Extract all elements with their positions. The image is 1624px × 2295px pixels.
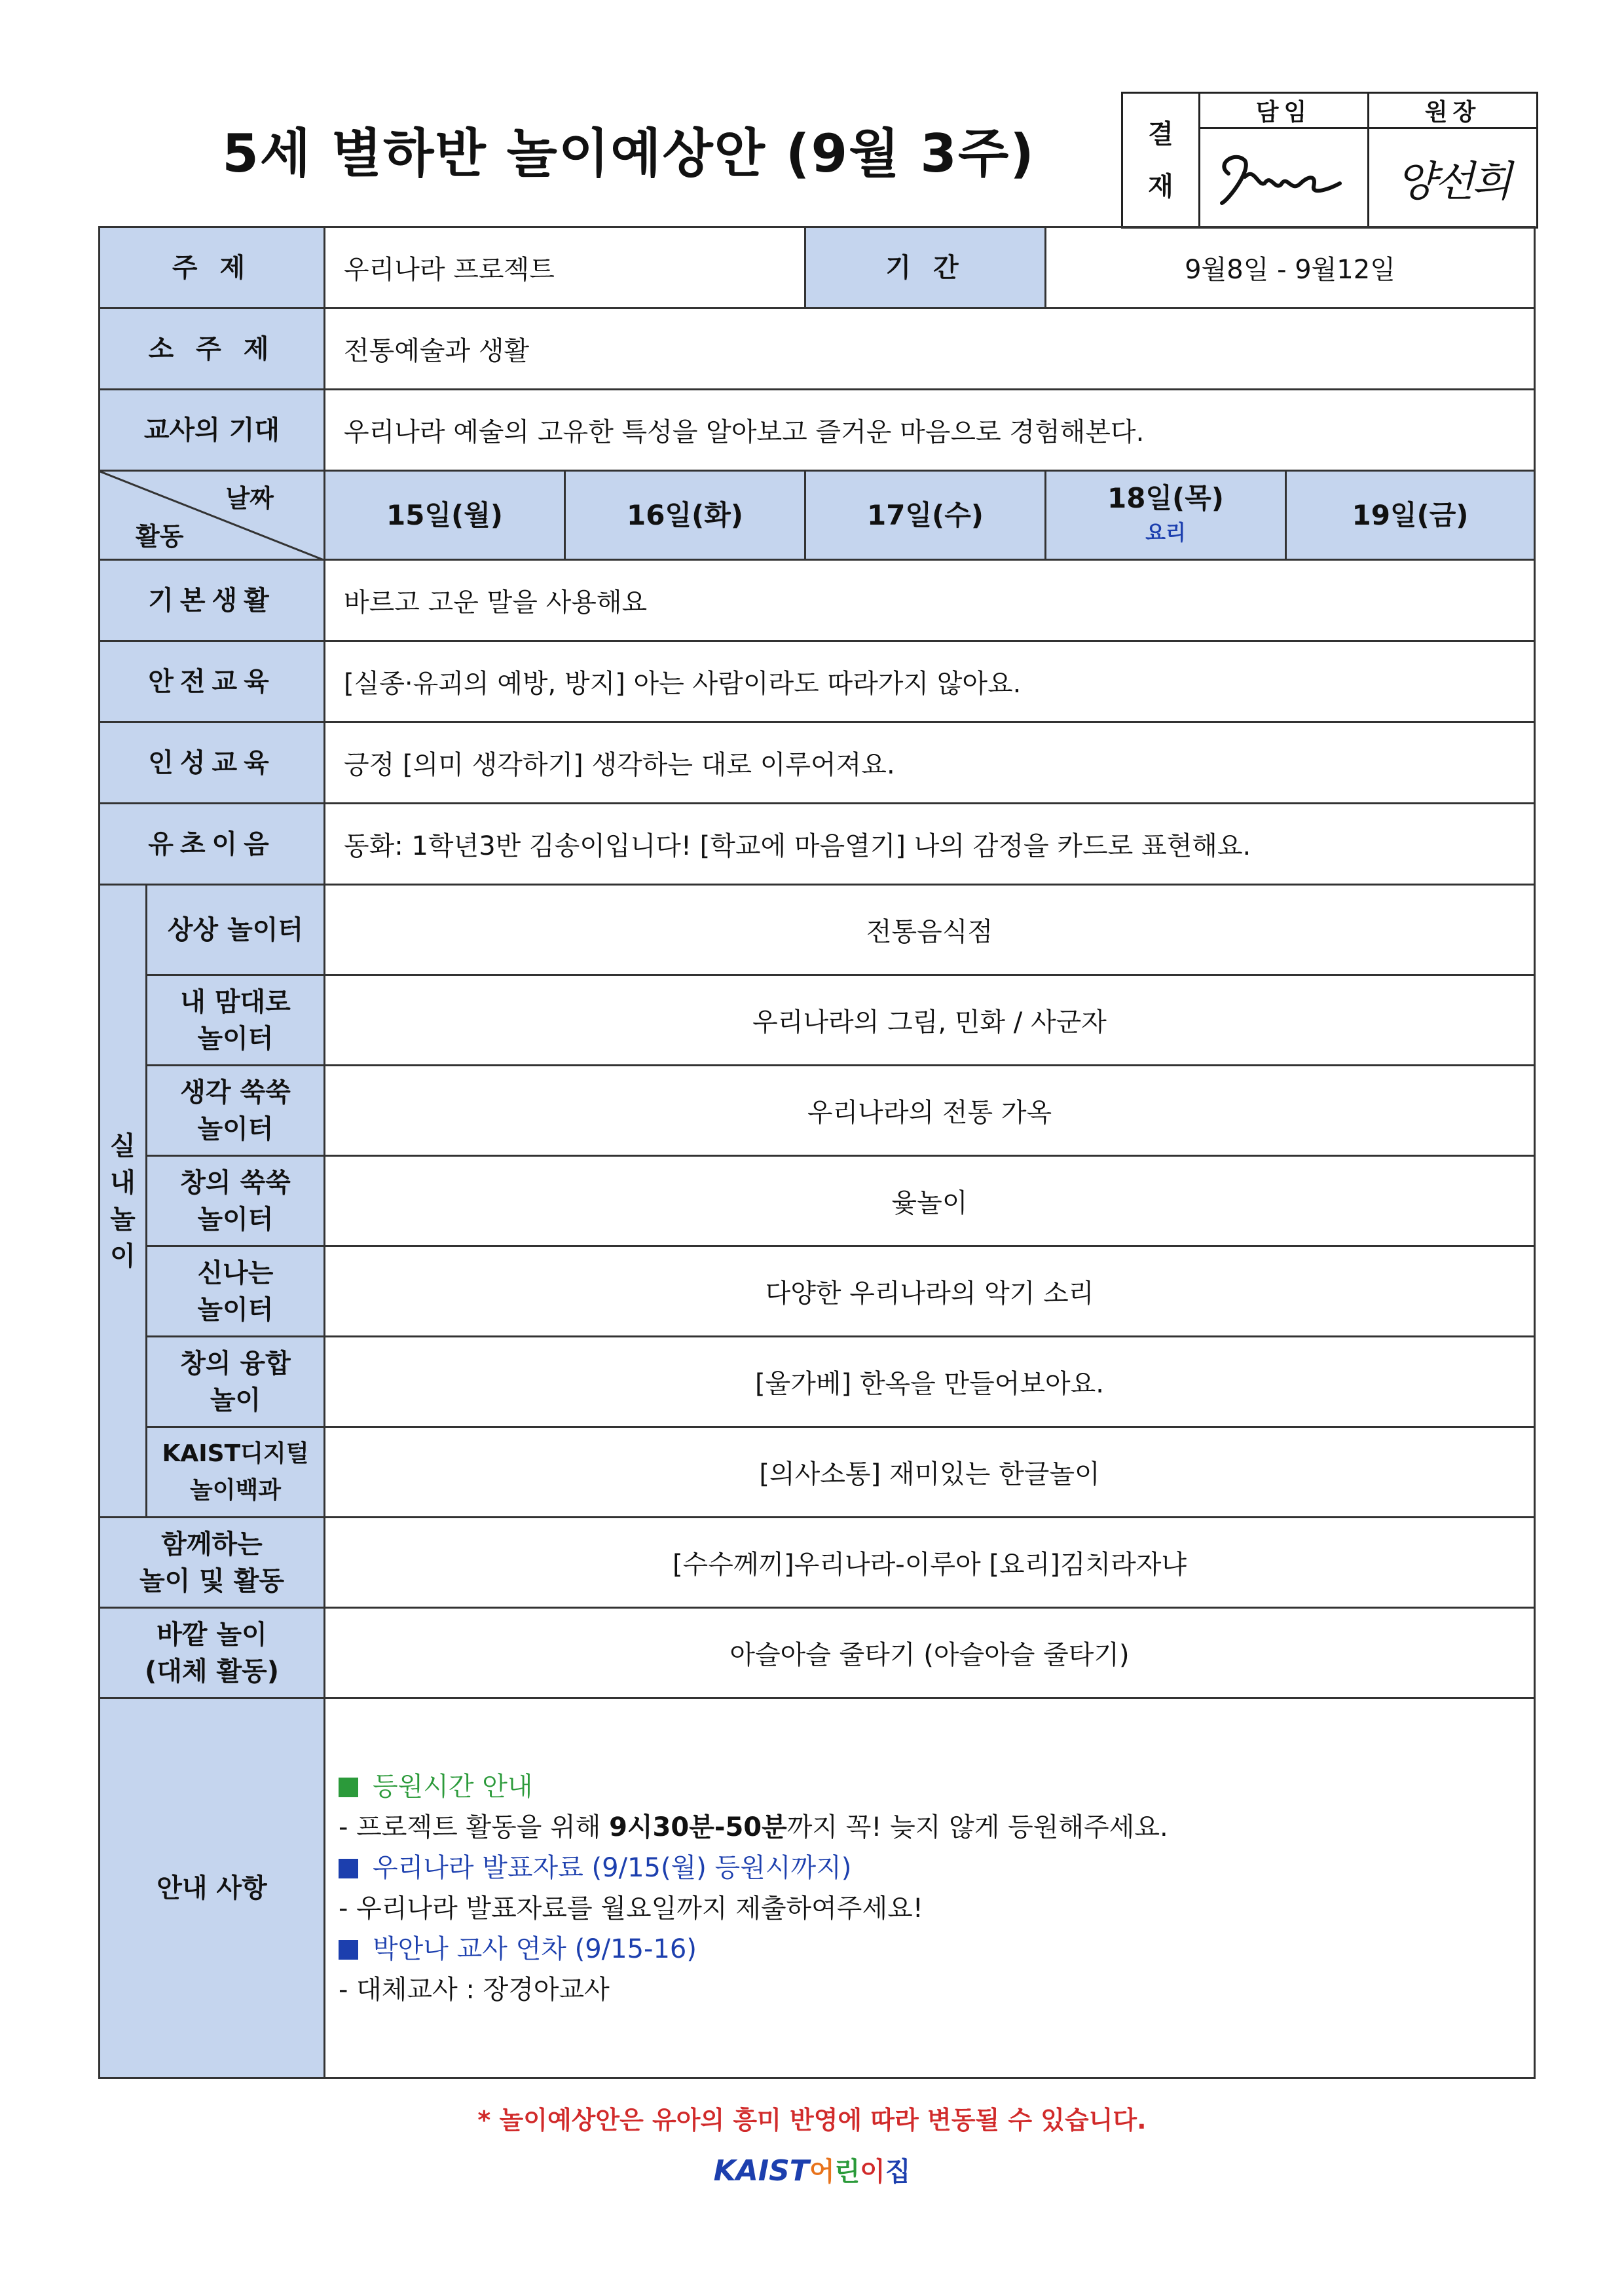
corner-date-label: 날짜 (225, 484, 274, 513)
indoor-row-value: 윷놀이 (325, 1156, 1535, 1246)
date-day-4 (1046, 471, 1286, 560)
theme-label: 주 제 (100, 227, 325, 308)
together-label-line: 함께하는 (161, 1529, 263, 1559)
footnote: * 놀이예상안은 유아의 흥미 반영에 따라 변동될 수 있습니다. (477, 2106, 1147, 2135)
routine-label: 인성교육 (100, 722, 325, 804)
page-title: 5세 별하반 놀이예상안 (9월 3주) (222, 123, 1035, 184)
routine-value: 긍정 [의미 생각하기] 생각하는 대로 이루어져요. (325, 722, 1535, 804)
approval-box (1121, 92, 1538, 229)
indoor-row-label (147, 1427, 325, 1518)
indoor-label-char: 이 (110, 1241, 136, 1271)
indoor-row-value: 우리나라의 전통 가옥 (325, 1066, 1535, 1156)
indoor-row-label-line: 놀이백과 (189, 1476, 282, 1504)
indoor-row-label-line: 놀이터 (197, 1113, 274, 1144)
notice-heading-3 (339, 1929, 1521, 1969)
indoor-row-label (147, 885, 325, 975)
indoor-play-label (100, 885, 147, 1518)
logo-kaist: KAIST (713, 2154, 809, 2188)
logo-char: 이 (860, 2157, 885, 2187)
logo-char: 어 (809, 2157, 835, 2187)
indoor-row-label-line: 놀이 (210, 1385, 261, 1415)
blue-square-icon (339, 1940, 358, 1960)
routine-value: [실종·유괴의 예방, 방지] 아는 사람이라도 따라가지 않아요. (325, 641, 1535, 722)
notice-heading-1 (339, 1766, 1521, 1807)
corner-diagonal (100, 472, 325, 561)
date-sub-label: 요리 (1145, 519, 1186, 545)
notice-label: 안내 사항 (100, 1698, 325, 2078)
approval-col-director: 원장 (1369, 93, 1538, 128)
indoor-row-label-line: KAIST디지털 (162, 1440, 309, 1467)
indoor-row-label-line: 놀이터 (197, 1023, 274, 1054)
approval-label (1122, 93, 1200, 228)
date-label: 16일(화) (627, 498, 743, 531)
indoor-label-char: 놀 (110, 1204, 136, 1235)
indoor-row-label-line: 생각 쑥쑥 (180, 1077, 291, 1108)
director-signature (1369, 128, 1538, 228)
together-value: [수수께끼]우리나라-이루아 [요리]김치라자냐 (325, 1518, 1535, 1608)
corner-activity-label: 활동 (136, 522, 184, 551)
approval-col-teacher: 담임 (1200, 93, 1369, 128)
notice-heading-text: 박안나 교사 연차 (9/15-16) (373, 1933, 697, 1964)
together-label (100, 1518, 325, 1608)
theme-value: 우리나라 프로젝트 (325, 227, 805, 308)
approval-label-bottom: 재 (1148, 171, 1173, 202)
indoor-row-label (147, 1337, 325, 1427)
notice-line-bold: 9시30분-50분 (609, 1812, 787, 1842)
routine-label: 기본생활 (100, 560, 325, 641)
logo-char: 집 (885, 2157, 911, 2187)
notice-line-1 (339, 1807, 1521, 1848)
teacher-signature-icon (1209, 138, 1359, 216)
kaist-kindergarten-logo (707, 2151, 917, 2188)
date-label: 15일(월) (386, 498, 503, 531)
indoor-row-label-line: 내 맘대로 (180, 986, 291, 1017)
date-label: 17일(수) (867, 498, 984, 531)
together-label-line: 놀이 및 활동 (139, 1565, 285, 1596)
indoor-row-value: 전통음식점 (325, 885, 1535, 975)
routine-label: 안전교육 (100, 641, 325, 722)
outdoor-label-line: (대체 활동) (144, 1656, 280, 1687)
subtheme-value: 전통예술과 생활 (325, 308, 1535, 390)
indoor-row-label-line: 신나는 (197, 1258, 274, 1288)
expect-label: 교사의 기대 (100, 390, 325, 471)
indoor-row-label-line: 놀이터 (197, 1204, 274, 1235)
date-day-2 (565, 471, 805, 560)
date-day-5 (1286, 471, 1535, 560)
green-square-icon (339, 1778, 358, 1797)
indoor-row-value: 다양한 우리나라의 악기 소리 (325, 1246, 1535, 1337)
date-label: 19일(금) (1352, 498, 1469, 531)
notice-heading-text: 우리나라 발표자료 (9/15(월) 등원시까지) (373, 1852, 852, 1883)
indoor-row-label (147, 1066, 325, 1156)
date-activity-corner (100, 471, 325, 560)
notice-line-text: - 프로젝트 활동을 위해 (339, 1812, 610, 1842)
notice-line-2: - 우리나라 발표자료를 월요일까지 제출하여주세요! (339, 1893, 923, 1924)
blue-square-icon (339, 1859, 358, 1878)
notice-heading-2 (339, 1848, 1521, 1888)
indoor-row-label-line: 상상 놀이터 (167, 914, 304, 945)
indoor-row-label (147, 1156, 325, 1246)
outdoor-label (100, 1608, 325, 1698)
date-label: 18일(목) (1107, 481, 1224, 514)
routine-label: 유초이음 (100, 804, 325, 885)
notice-heading-text: 등원시간 안내 (373, 1771, 533, 1802)
approval-label-top: 결 (1148, 119, 1173, 149)
notice-content (325, 1698, 1535, 2078)
notice-line-3: - 대체교사 : 장경아교사 (339, 1974, 610, 2005)
indoor-row-label-line: 창의 융합 (180, 1348, 291, 1379)
outdoor-label-line: 바깥 놀이 (157, 1619, 267, 1650)
routine-value: 바르고 고운 말을 사용해요 (325, 560, 1535, 641)
indoor-label-char: 실 (110, 1130, 136, 1161)
plan-table (98, 226, 1536, 2079)
indoor-row-value: [울가베] 한옥을 만들어보아요. (325, 1337, 1535, 1427)
outdoor-value: 아슬아슬 줄타기 (아슬아슬 줄타기) (325, 1608, 1535, 1698)
logo-char: 린 (834, 2157, 860, 2187)
indoor-row-value: 우리나라의 그림, 민화 / 사군자 (325, 975, 1535, 1066)
indoor-row-label (147, 975, 325, 1066)
period-label: 기 간 (805, 227, 1046, 308)
indoor-label-char: 내 (110, 1167, 136, 1198)
expect-value: 우리나라 예술의 고유한 특성을 알아보고 즐거운 마음으로 경험해본다. (325, 390, 1535, 471)
period-value: 9월8일 - 9월12일 (1046, 227, 1535, 308)
routine-value: 동화: 1학년3반 김송이입니다! [학교에 마음열기] 나의 감정을 카드로 표현해요. (325, 804, 1535, 885)
indoor-row-label (147, 1246, 325, 1337)
director-signature-text: 양선희 (1395, 157, 1510, 206)
teacher-signature (1200, 128, 1369, 228)
notice-line-text: 까지 꼭! 늦지 않게 등원해주세요. (786, 1812, 1168, 1842)
date-day-1 (325, 471, 565, 560)
indoor-row-label-line: 놀이터 (197, 1294, 274, 1325)
indoor-row-value: [의사소통] 재미있는 한글놀이 (325, 1427, 1535, 1518)
indoor-row-label-line: 창의 쑥쑥 (180, 1167, 291, 1198)
subtheme-label: 소 주 제 (100, 308, 325, 390)
date-day-3 (805, 471, 1046, 560)
